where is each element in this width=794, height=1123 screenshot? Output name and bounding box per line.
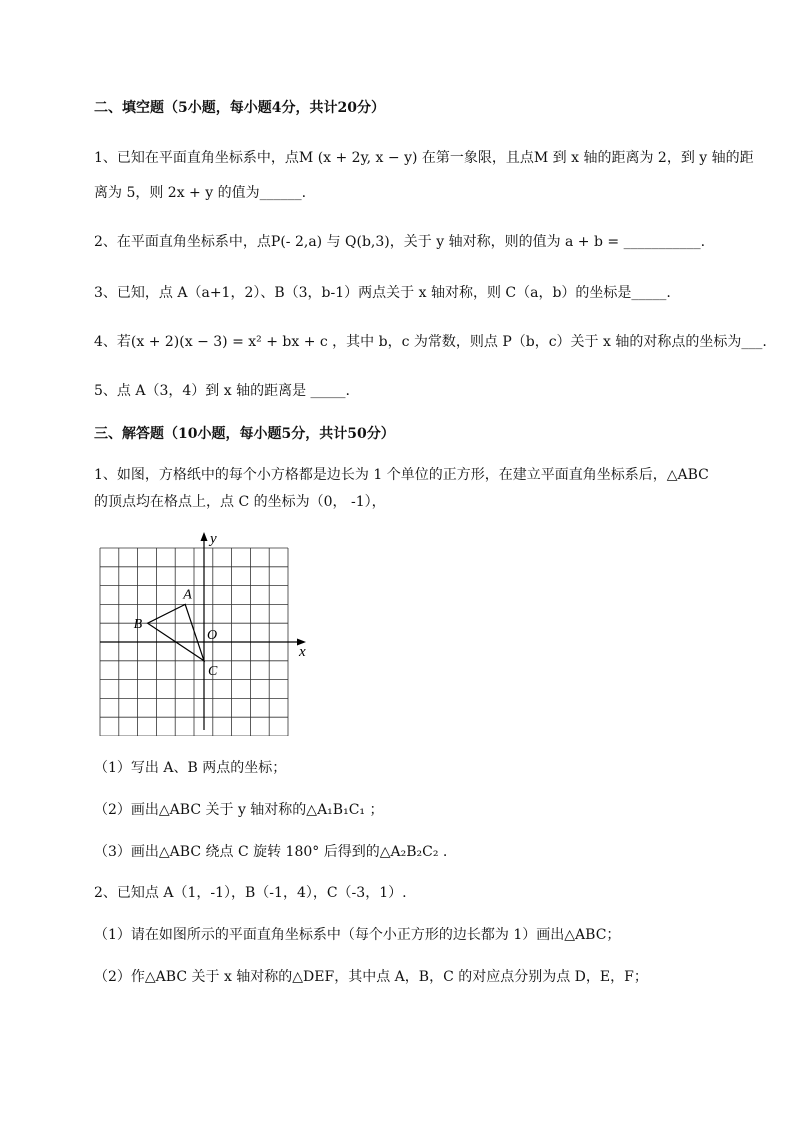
question-3-2-line-1: 2、已知点 A（1，-1），B（-1，4），C（-3，1）. <box>94 885 407 901</box>
question-3-1-line-1: 1、如图，方格纸中的每个小方格都是边长为 1 个单位的正方形，在建立平面直角坐标系后，△ABC <box>94 467 709 483</box>
question-3-2-sub-2: （2）作△ABC 关于 x 轴对称的△DEF，其中点 A，B，C 的对应点分别为点 D，E，F； <box>94 969 648 985</box>
question-2-1-line-2: 离为 5，则 2x + y 的值为______. <box>94 185 307 201</box>
coordinate-grid-figure <box>94 530 324 736</box>
question-2-5: 5、点 A（3，4）到 x 轴的距离是 _____. <box>94 383 350 399</box>
section-3-heading: 三、解答题（10小题，每小题5分，共计50分） <box>94 426 395 442</box>
section-2-heading: 二、填空题（5小题，每小题4分，共计20分） <box>94 100 385 116</box>
question-2-4: 4、若(x + 2)(x − 3) = x² + bx + c ，其中 b，c 为常数，则点 P（b，c）关于 x 轴的对称点的坐标为___. <box>94 334 767 350</box>
question-3-2-sub-1: （1）请在如图所示的平面直角坐标系中（每个小正方形的边长都为 1）画出△ABC； <box>94 927 621 943</box>
question-2-1-line-1: 1、已知在平面直角坐标系中，点M (x + 2y, x − y) 在第一象限，且点M 到 x 轴的距离为 2，到 y 轴的距 <box>94 150 754 166</box>
x-axis-label: x <box>299 644 306 660</box>
point-c-label: C <box>208 663 218 679</box>
y-axis-arrow <box>201 532 208 541</box>
question-3-1-sub-2: （2）画出△ABC 关于 y 轴对称的△A₁B₁C₁ ； <box>94 802 384 818</box>
point-a-label: A <box>183 587 192 603</box>
origin-label: O <box>207 628 218 643</box>
question-2-2: 2、在平面直角坐标系中，点P(- 2,a) 与 Q(b,3)，关于 y 轴对称，则的值为 a + b = ___________. <box>94 234 706 250</box>
y-axis-label: y <box>210 531 217 547</box>
question-3-1-sub-3: （3）画出△ABC 绕点 C 旋转 180° 后得到的△A₂B₂C₂ . <box>94 844 448 860</box>
point-b-label: B <box>133 617 143 633</box>
question-3-1-sub-1: （1）写出 A、B 两点的坐标； <box>94 760 287 776</box>
question-2-3: 3、已知，点 A（a+1，2）、B（3，b-1）两点关于 x 轴对称，则 C（a，b）的坐标是_____. <box>94 285 671 301</box>
question-3-1-line-2: 的顶点均在格点上，点 C 的坐标为（0， -1）， <box>94 494 386 510</box>
